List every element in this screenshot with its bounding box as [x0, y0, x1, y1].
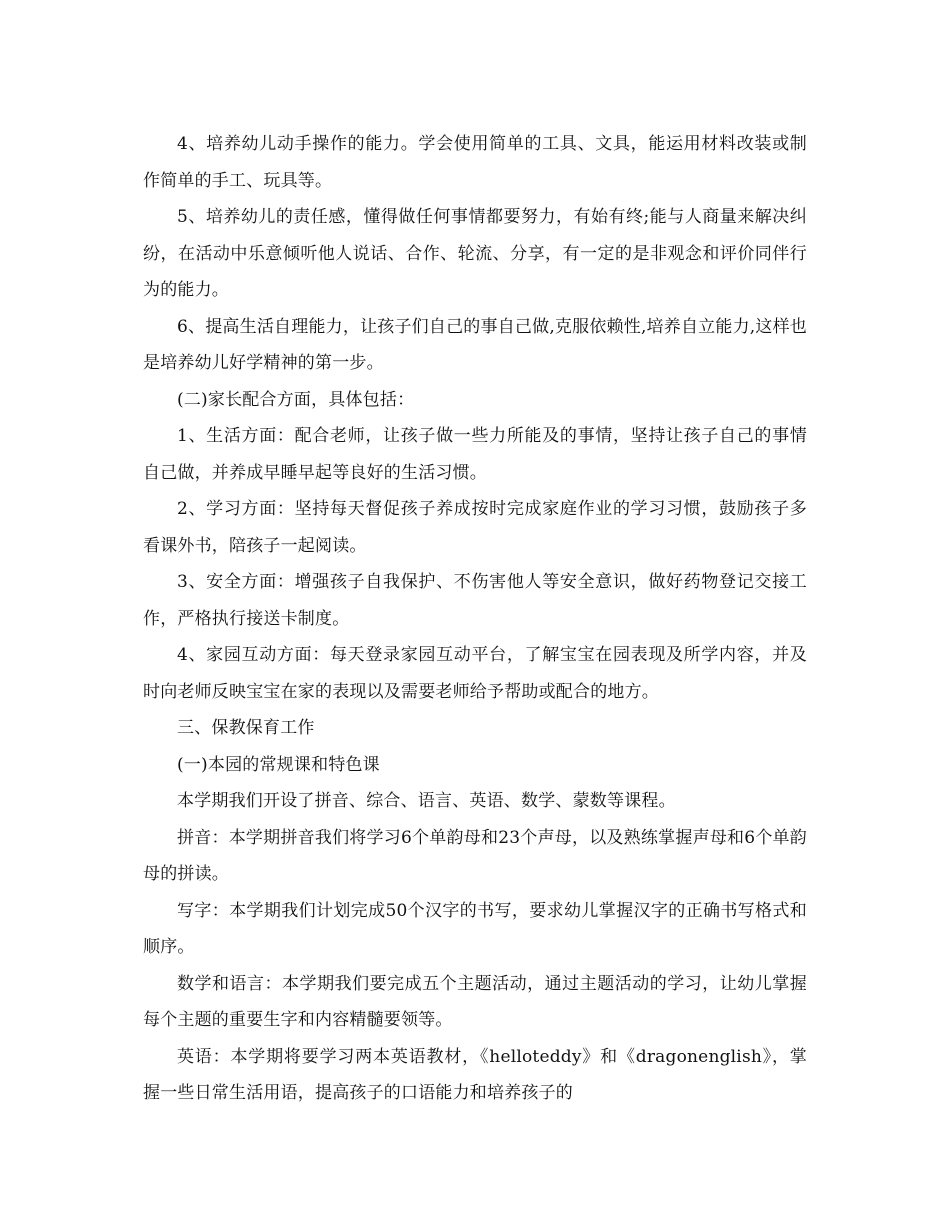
paragraph-courses: 本学期我们开设了拼音、综合、语言、英语、数学、蒙数等课程。: [177, 791, 676, 811]
paragraph-safety: 3、安全方面：增强孩子自我保护、不伤害他人等安全意识，做好药物登记交接工作，严格执行接送卡制度。: [143, 572, 807, 629]
paragraph-life: 1、生活方面：配合老师，让孩子做一些力所能及的事情，坚持让孩子自己的事情自己做，并养成早睡早起等良好的生活习惯。: [143, 426, 807, 483]
paragraph-2: 5、培养幼儿的责任感，懂得做任何事情都要努力，有始有终;能与人商量来解决纠纷，在活动中乐意倾听他人说话、合作、轮流、分享，有一定的是非观念和评价同伴行为的能力。: [143, 207, 807, 300]
document-body: [143, 126, 807, 1112]
paragraph-writing: 写字：本学期我们计划完成50个汉字的书写，要求幼儿掌握汉字的正确书写格式和顺序。: [143, 900, 807, 957]
subsection-heading-courses: (一)本园的常规课和特色课: [177, 754, 380, 775]
paragraph-home-school: 4、家园互动方面：每天登录家园互动平台，了解宝宝在园表现及所学内容，并及时向老师反映宝宝在家的表现以及需要老师给予帮助或配合的地方。: [143, 645, 807, 702]
paragraph-3: 6、提高生活自理能力，让孩子们自己的事自己做,克服依赖性,培养自立能力,这样也是培养幼儿好学精神的第一步。: [143, 316, 807, 373]
section-heading-teaching: 三、保教保育工作: [177, 718, 315, 738]
paragraph-english: 英语：本学期将要学习两本英语教材，《helloteddy》和《dragonenglish》，掌握一些日常生活用语，提高孩子的口语能力和培养孩子的: [143, 1046, 807, 1103]
paragraph-math-language: 数学和语言：本学期我们要完成五个主题活动，通过主题活动的学习，让幼儿掌握每个主题的重要生字和内容精髓要领等。: [143, 973, 807, 1030]
section-heading-parent-cooperation: (二)家长配合方面，具体包括：: [177, 389, 415, 410]
paragraph-study: 2、学习方面：坚持每天督促孩子养成按时完成家庭作业的学习习惯，鼓励孩子多看课外书，陪孩子一起阅读。: [143, 499, 807, 556]
paragraph-1: 4、培养幼儿动手操作的能力。学会使用简单的工具、文具，能运用材料改装或制作简单的手工、玩具等。: [143, 134, 807, 191]
paragraph-pinyin: 拼音：本学期拼音我们将学习6个单韵母和23个声母，以及熟练掌握声母和6个单韵母的拼读。: [143, 827, 807, 884]
